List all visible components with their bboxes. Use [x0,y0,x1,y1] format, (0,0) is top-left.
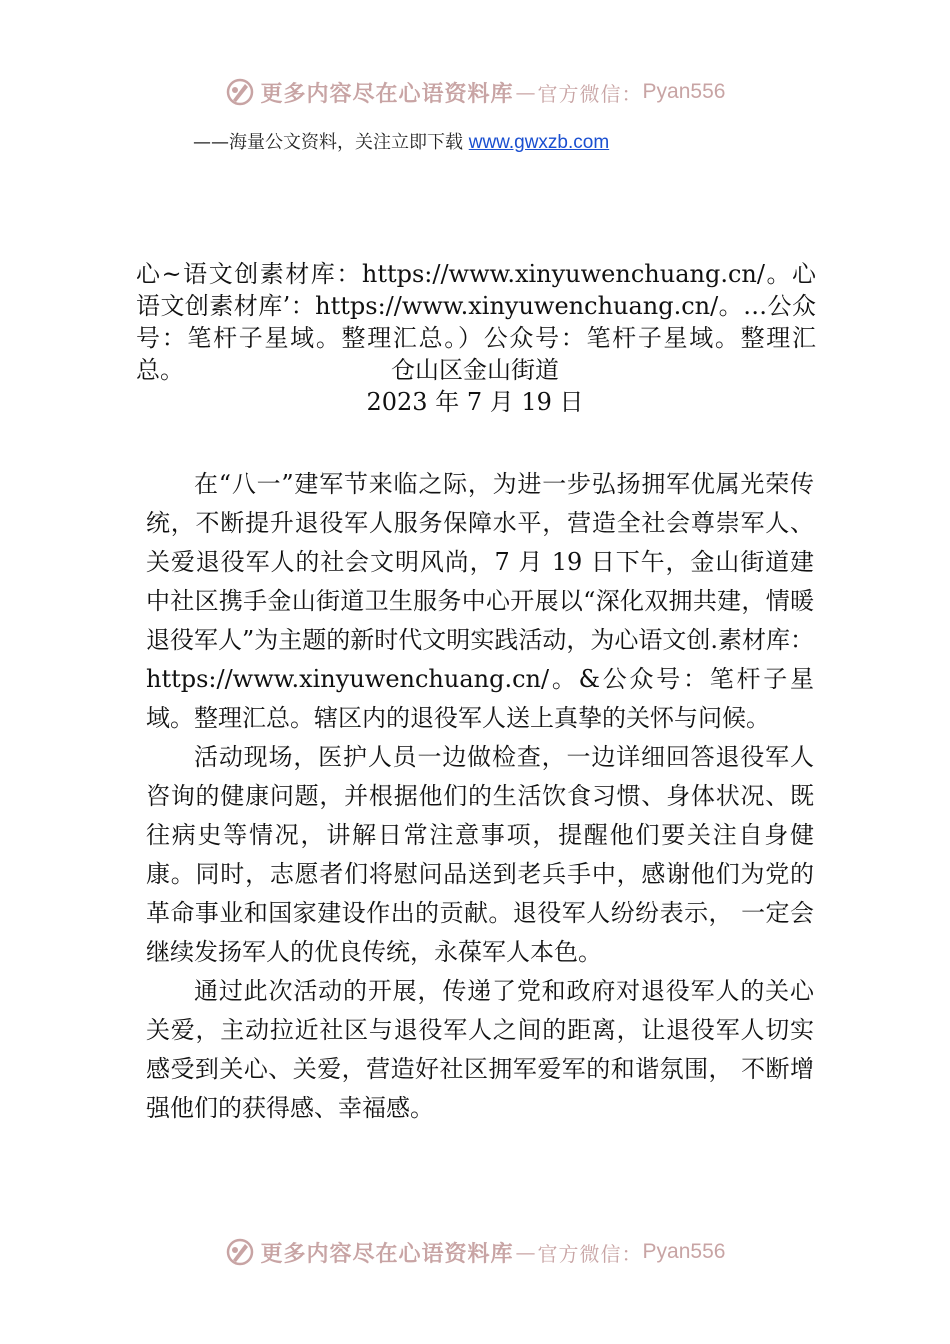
top-watermark-banner [0,72,950,112]
banner-wechat-label: 官方微信： [537,1241,643,1266]
banner-separator: — [515,1240,536,1264]
quill-pen-logo-icon [225,77,255,107]
paragraph: 在“八一”建军节来临之际，为进一步弘扬拥军优属光荣传统，不断提升退役军人服务保障水平，营造全社会尊崇军人、关爱退役军人的社会文明风尚，7 月 19 日下午，金山街道建中社区携手金山街道卫生服务中心开展以“深化双拥共建，情暖退役军人”为主题的新时代文明实践活动，为心语文创.素材库：https://www.xinyuwenchuang.cn/。&公众号：笔杆子星域。整理汇总。辖区内的退役军人送上真挚的关怀与问候。 [146,470,814,732]
article-body [146,465,814,1128]
banner-wechat-id: Pyan556 [642,80,726,103]
banner-brand-text: 更多内容尽在心语资料库 [260,1240,514,1267]
bottom-watermark-banner [0,1232,950,1272]
paragraph: 通过此次活动的开展，传递了党和政府对退役军人的关心关爱，主动拉近社区与退役军人之间的距离，让退役军人切实感受到关心、关爱，营造好社区拥军爱军的和谐氛围， 不断增强他们的获得感、幸福感。 [146,977,814,1122]
quill-pen-logo-icon [225,1237,255,1267]
subtitle-text: ——海量公文资料，关注立即下载 [193,132,469,153]
banner-separator: — [515,80,536,104]
banner-wechat-label: 官方微信： [537,81,643,106]
document-date: 2023 年 7 月 19 日 [366,388,584,416]
subtitle-line [193,128,609,154]
banner-brand-text: 更多内容尽在心语资料库 [260,80,514,107]
banner-wechat-id: Pyan556 [642,1240,726,1263]
intro-text: 心~语文创素材库：https://www.xinyuwenchuang.cn/。心语文创素材库’：https://www.xinyuwenchuang.cn/。…公众号：笔杆子星域。整理汇总。）公众号：笔杆子星域。整理汇总。 [136,260,816,384]
district-name: 仓山区金山街道 [391,356,559,384]
download-link[interactable]: www.gwxzb.com [468,132,610,153]
paragraph: 活动现场，医护人员一边做检查，一边详细回答退役军人咨询的健康问题，并根据他们的生活饮食习惯、身体状况、既往病史等情况，讲解日常注意事项，提醒他们要关注自身健康。同时，志愿者们将慰问品送到老兵手中，感谢他们为党的革命事业和国家建设作出的贡献。退役军人纷纷表示， 一定会继续发扬军人的优良传统，永葆军人本色。 [146,743,814,966]
